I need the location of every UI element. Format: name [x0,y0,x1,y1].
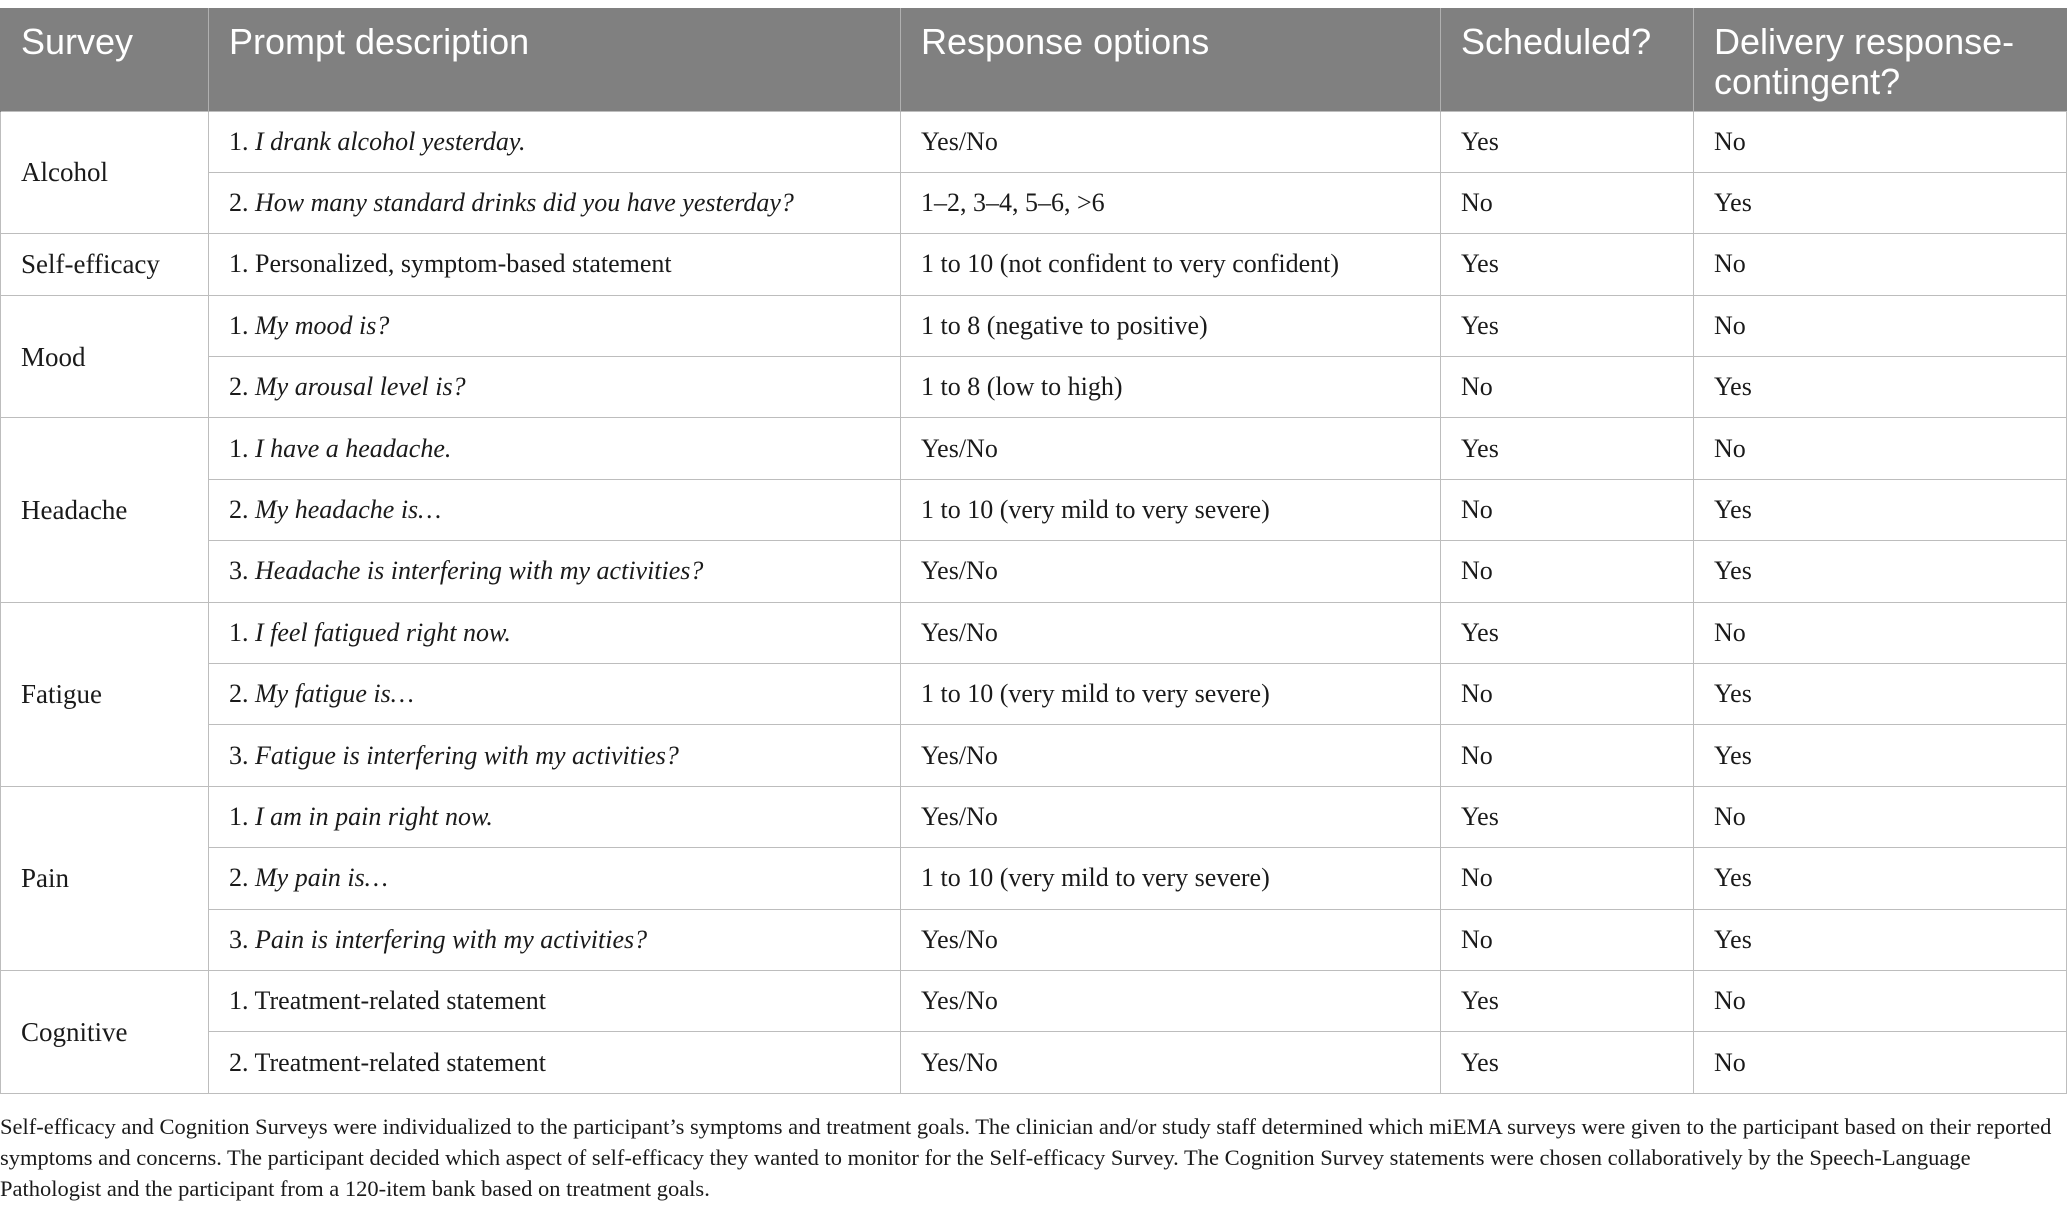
contingent-cell: Yes [1694,479,2067,540]
scheduled-cell: Yes [1441,786,1694,847]
prompt-cell [209,970,901,1031]
prompt-text: My mood is? [255,310,390,340]
response-options-cell: 1 to 10 (very mild to very severe) [901,848,1441,909]
prompt-text: My pain is… [255,863,388,893]
prompt-cell [209,725,901,786]
scheduled-cell: Yes [1441,111,1694,172]
prompt-cell [209,234,901,295]
scheduled-cell: Yes [1441,970,1694,1031]
response-options-cell: 1 to 10 (very mild to very severe) [901,664,1441,725]
prompt-text: Headache is interfering with my activities? [255,556,704,586]
table-row [1,234,2067,295]
prompt-text: Treatment-related statement [254,1047,546,1077]
scheduled-cell: Yes [1441,418,1694,479]
prompt-text: How many standard drinks did you have yesterday? [255,188,794,218]
prompt-text: I drank alcohol yesterday. [255,126,526,156]
table-row [1,725,2067,786]
prompt-cell [209,786,901,847]
table-row [1,1032,2067,1093]
scheduled-cell: No [1441,172,1694,233]
table-row [1,541,2067,602]
contingent-cell: No [1694,111,2067,172]
header-row [1,8,2067,111]
survey-name-cell: Pain [1,786,209,970]
prompt-text: I feel fatigued right now. [255,617,511,647]
scheduled-cell: No [1441,357,1694,418]
prompt-cell [209,541,901,602]
scheduled-cell: No [1441,479,1694,540]
table-row [1,479,2067,540]
prompt-cell [209,357,901,418]
prompt-number: 1. [229,986,249,1016]
prompt-number: 2. [229,188,249,218]
scheduled-cell: Yes [1441,295,1694,356]
table-row [1,172,2067,233]
prompt-text: I am in pain right now. [255,801,493,831]
prompt-cell [209,418,901,479]
scheduled-cell: No [1441,541,1694,602]
contingent-cell: No [1694,418,2067,479]
scheduled-cell: No [1441,909,1694,970]
table-row [1,664,2067,725]
contingent-cell: Yes [1694,172,2067,233]
contingent-cell: No [1694,602,2067,663]
prompt-cell [209,295,901,356]
table-row [1,602,2067,663]
contingent-cell: Yes [1694,664,2067,725]
prompt-text: My fatigue is… [255,679,414,709]
prompt-cell [209,602,901,663]
prompt-cell [209,172,901,233]
response-options-cell: 1 to 10 (very mild to very severe) [901,479,1441,540]
response-options-cell: Yes/No [901,786,1441,847]
prompt-cell [209,909,901,970]
contingent-cell: Yes [1694,725,2067,786]
survey-name-cell: Self-efficacy [1,234,209,295]
prompt-cell [209,111,901,172]
response-options-cell: Yes/No [901,909,1441,970]
prompt-text: I have a headache. [255,433,452,463]
contingent-cell: Yes [1694,357,2067,418]
response-options-cell: 1 to 10 (not confident to very confident) [901,234,1441,295]
scheduled-cell: Yes [1441,602,1694,663]
table-container [0,8,2066,1094]
prompt-text: Treatment-related statement [254,986,546,1016]
table-row [1,111,2067,172]
prompt-number: 1. [229,310,249,340]
prompt-number: 2. [229,679,249,709]
header-delivery-contingent [1694,8,2067,111]
header-delivery-contingent-text: Delivery response- contingent? [1714,21,2015,102]
response-options-cell: 1 to 8 (negative to positive) [901,295,1441,356]
prompt-number: 2. [229,372,249,402]
scheduled-cell: No [1441,664,1694,725]
survey-name-cell: Mood [1,295,209,418]
prompt-text: My headache is… [255,495,442,525]
header-scheduled: Scheduled? [1441,8,1694,111]
prompt-number: 3. [229,556,249,586]
contingent-cell: No [1694,1032,2067,1093]
contingent-cell: Yes [1694,909,2067,970]
scheduled-cell: No [1441,848,1694,909]
contingent-cell: No [1694,234,2067,295]
prompt-text: Pain is interfering with my activities? [255,924,648,954]
scheduled-cell: Yes [1441,234,1694,295]
prompt-number: 1. [229,801,249,831]
contingent-cell: No [1694,786,2067,847]
prompt-text: Fatigue is interfering with my activities? [255,740,679,770]
survey-name-cell: Cognitive [1,970,209,1093]
header-response-options: Response options [901,8,1441,111]
table-row [1,848,2067,909]
prompt-number: 2. [229,863,249,893]
prompt-number: 1. [229,126,249,156]
scheduled-cell: No [1441,725,1694,786]
table-row [1,786,2067,847]
survey-name-cell: Fatigue [1,602,209,786]
prompt-number: 3. [229,740,249,770]
contingent-cell: Yes [1694,848,2067,909]
contingent-cell: No [1694,295,2067,356]
prompt-text: My arousal level is? [255,372,466,402]
prompt-number: 1. [229,433,249,463]
response-options-cell: Yes/No [901,1032,1441,1093]
survey-name-cell: Headache [1,418,209,602]
table-row [1,295,2067,356]
prompt-text: Personalized, symptom-based statement [255,249,672,279]
table-row [1,909,2067,970]
prompt-number: 1. [229,249,249,279]
prompt-cell [209,848,901,909]
prompt-number: 3. [229,924,249,954]
response-options-cell: Yes/No [901,970,1441,1031]
header-prompt-description: Prompt description [209,8,901,111]
table-body [1,111,2067,1093]
survey-table [0,8,2067,1094]
prompt-number: 2. [229,1047,249,1077]
prompt-number: 2. [229,495,249,525]
header-survey: Survey [1,8,209,111]
scheduled-cell: Yes [1441,1032,1694,1093]
response-options-cell: Yes/No [901,602,1441,663]
prompt-cell [209,664,901,725]
prompt-cell [209,479,901,540]
response-options-cell: Yes/No [901,418,1441,479]
prompt-cell [209,1032,901,1093]
contingent-cell: No [1694,970,2067,1031]
survey-name-cell: Alcohol [1,111,209,234]
response-options-cell: Yes/No [901,111,1441,172]
table-footnote: Self-efficacy and Cognition Surveys were individualized to the participant’s symptoms and treatment goals. The clinician and/or study staff determined which miEMA surveys were given to the participant based on their reported symptoms and concerns. The participant decided which aspect of self-efficacy they wanted to monitor for the Self-efficacy Survey. The Cognition Survey statements were chosen collaboratively by the Speech-Language Pathologist and the participant from a 120-item bank based on treatment goals. [0,1114,2052,1201]
table-row [1,970,2067,1031]
response-options-cell: 1 to 8 (low to high) [901,357,1441,418]
table-row [1,418,2067,479]
prompt-number: 1. [229,617,249,647]
table-row [1,357,2067,418]
contingent-cell: Yes [1694,541,2067,602]
response-options-cell: Yes/No [901,725,1441,786]
response-options-cell: Yes/No [901,541,1441,602]
response-options-cell: 1–2, 3–4, 5–6, >6 [901,172,1441,233]
